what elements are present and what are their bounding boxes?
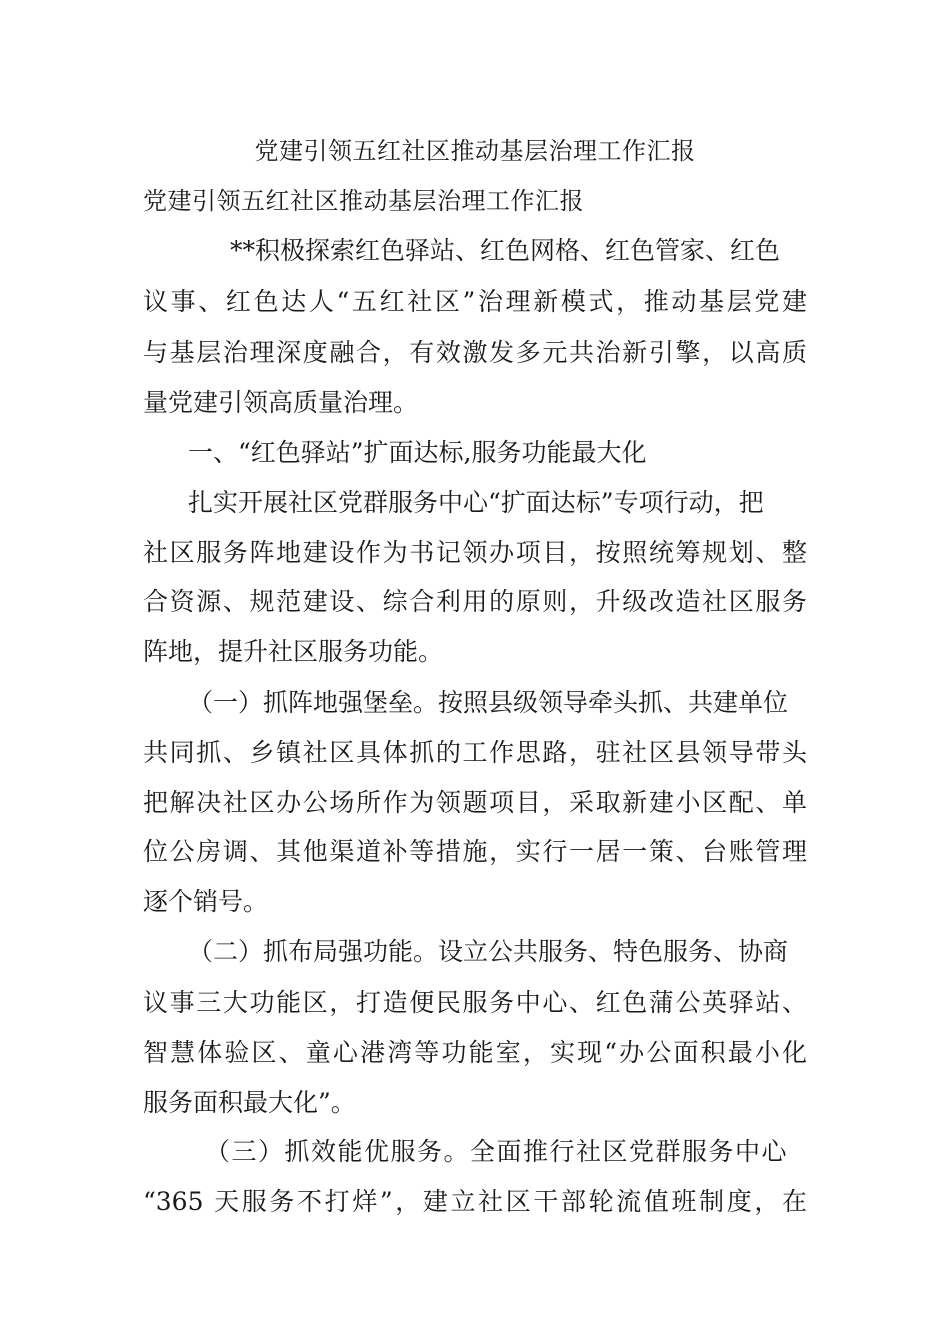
paragraph-line: （二）抓布局强功能。设立公共服务、特色服务、协商 <box>188 937 789 966</box>
paragraph-line: 共同抓、乡镇社区具体抓的工作思路，驻社区县领导带头 <box>143 738 807 767</box>
paragraph-line: 逐个销号。 <box>143 887 269 916</box>
paragraph-line: 议事三大功能区，打造便民服务中心、红色蒲公英驿站、 <box>143 988 807 1017</box>
paragraph-line: **积极探索红色驿站、红色网格、红色管家、红色 <box>230 236 781 265</box>
paragraph-line: 合资源、规范建设、综合利用的原则，升级改造社区服务 <box>143 587 807 616</box>
paragraph-line: 把解决社区办公场所作为领题项目，采取新建小区配、单 <box>143 788 807 817</box>
paragraph-line: 阵地，提升社区服务功能。 <box>143 637 444 666</box>
paragraph-line: 社区服务阵地建设作为书记领办项目，按照统筹规划、整 <box>143 538 807 567</box>
paragraph-line: 智慧体验区、童心港湾等功能室，实现“办公面积最小化 <box>143 1038 807 1067</box>
paragraph-line: “365 天服务不打烊”，建立社区干部轮流值班制度，在 <box>143 1187 807 1216</box>
document-title: 党建引领五红社区推动基层治理工作汇报 <box>254 137 696 165</box>
paragraph-line: 议事、红色达人“五红社区”治理新模式，推动基层党建 <box>143 287 807 316</box>
paragraph-line: 服务面积最大化”。 <box>143 1088 356 1117</box>
paragraph-line: 扎实开展社区党群服务中心“扩面达标”专项行动，把 <box>188 488 764 517</box>
section-heading: 一、“红色驿站”扩面达标,服务功能最大化 <box>188 438 647 467</box>
paragraph-line: 与基层治理深度融合，有效激发多元共治新引擎，以高质 <box>143 338 807 367</box>
paragraph-line: 位公房调、其他渠道补等措施，实行一居一策、台账管理 <box>143 837 807 866</box>
paragraph-line: 量党建引领高质量治理。 <box>143 388 419 417</box>
document-subtitle: 党建引领五红社区推动基层治理工作汇报 <box>143 187 584 215</box>
paragraph-line: （三）抓效能优服务。全面推行社区党群服务中心 <box>205 1137 789 1166</box>
paragraph-line: （一）抓阵地强堡垒。按照县级领导牵头抓、共建单位 <box>188 688 789 717</box>
